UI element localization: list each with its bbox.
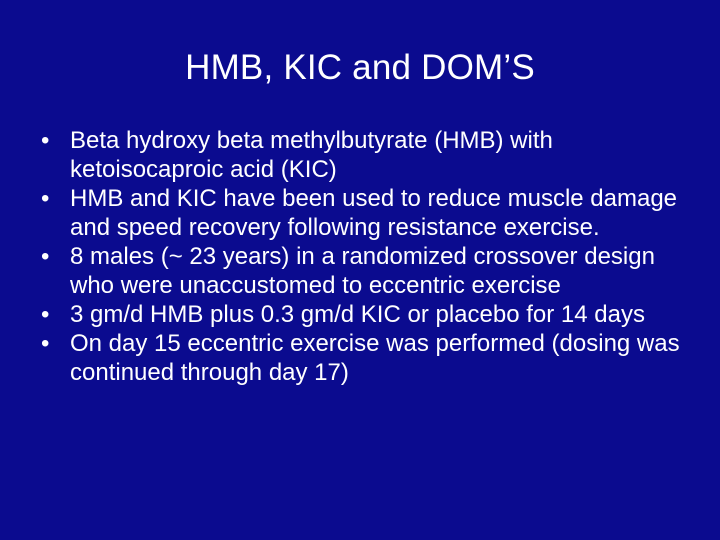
bullet-marker: • <box>41 301 50 328</box>
bullet-text: HMB and KIC have been used to reduce muscle damage and speed recovery following resistance exercise. <box>70 185 678 241</box>
bullet-item <box>40 184 700 242</box>
bullet-item <box>40 126 700 184</box>
slide-title: HMB, KIC and DOM’S <box>185 48 535 87</box>
bullet-text: Beta hydroxy beta methylbutyrate (HMB) with ketoisocaproic acid (KIC) <box>70 127 553 183</box>
bullet-marker: • <box>41 127 50 154</box>
bullet-marker: • <box>41 330 50 357</box>
bullet-marker: • <box>41 243 50 270</box>
bullet-marker: • <box>41 185 50 212</box>
bullet-text: On day 15 eccentric exercise was performed (dosing was continued through day 17) <box>70 330 680 386</box>
bullet-item <box>40 242 700 300</box>
bullet-text: 3 gm/d HMB plus 0.3 gm/d KIC or placebo for 14 days <box>70 301 645 328</box>
bullet-item <box>40 300 700 329</box>
bullet-item <box>40 329 700 387</box>
bullet-list <box>40 126 700 387</box>
bullet-text: 8 males (~ 23 years) in a randomized crossover design who were unaccustomed to eccentric exercise <box>70 243 655 299</box>
